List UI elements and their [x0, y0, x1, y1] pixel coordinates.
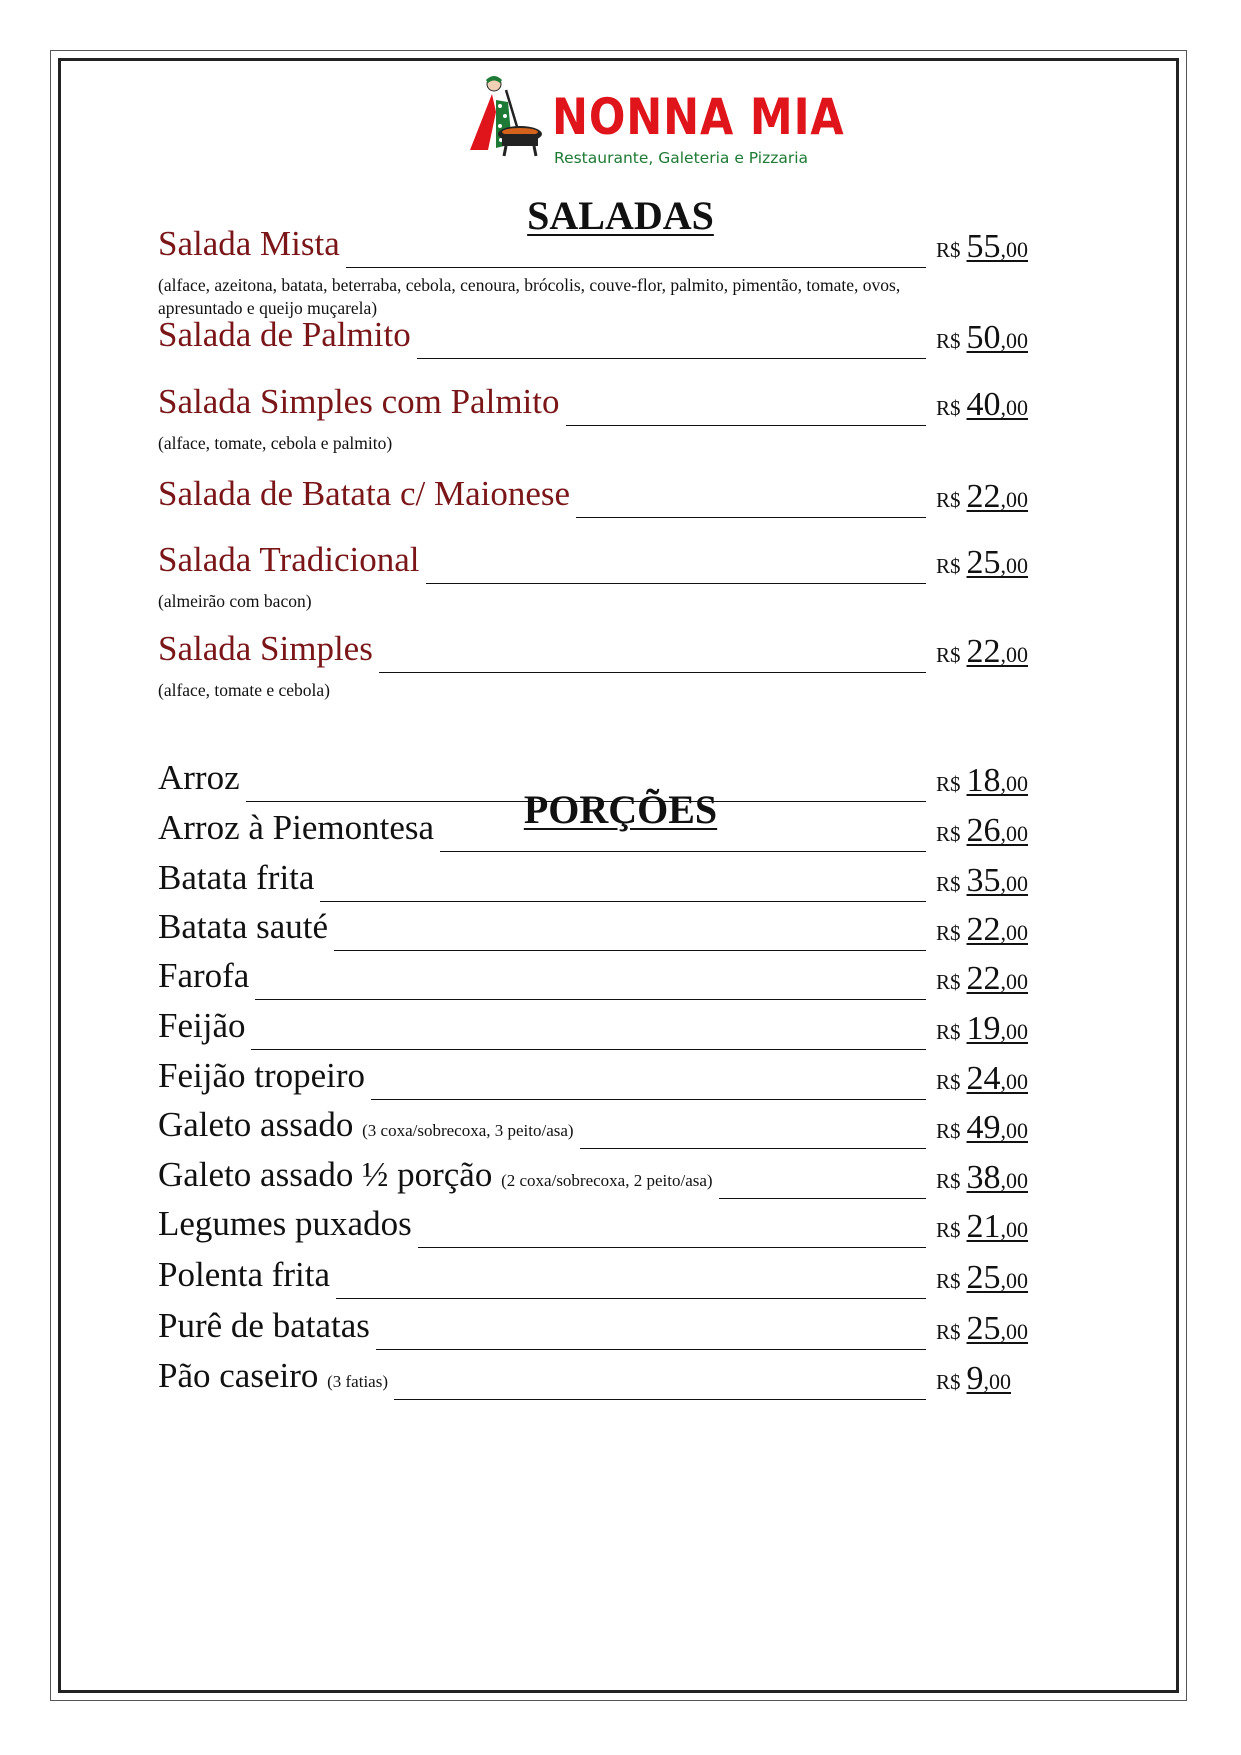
price-integer: 22 [966, 478, 1001, 515]
portion-item [158, 1306, 1048, 1352]
price-cents: ,00 [1000, 771, 1029, 796]
dotted-leader [719, 1198, 926, 1199]
item-price [936, 812, 1028, 850]
price-integer: 22 [966, 960, 1001, 997]
price-value [966, 1208, 1029, 1245]
dotted-leader [394, 1399, 926, 1400]
item-price [936, 228, 1028, 266]
item-name [158, 224, 340, 264]
item-price [936, 1060, 1028, 1098]
currency-label: R$ [936, 1269, 961, 1293]
price-integer: 25 [966, 1310, 1001, 1347]
dotted-leader [566, 425, 926, 426]
currency-label: R$ [936, 488, 961, 512]
price-cents: ,00 [1000, 969, 1029, 994]
price-cents: ,00 [1000, 1118, 1029, 1143]
portion-item [158, 1155, 1048, 1201]
item-price [936, 762, 1028, 800]
dotted-leader [246, 801, 926, 802]
item-description: (almeirão com bacon) [158, 591, 312, 611]
item-price [936, 319, 1028, 357]
item-name [158, 540, 420, 580]
menu-item-row [158, 1006, 1048, 1052]
price-value [966, 386, 1029, 423]
currency-label: R$ [936, 1370, 961, 1394]
price-value [966, 762, 1029, 799]
price-integer: 49 [966, 1109, 1001, 1146]
price-value [966, 633, 1029, 670]
item-name [158, 629, 373, 669]
price-cents: ,00 [1000, 395, 1029, 420]
item-price [936, 544, 1028, 582]
salad-item [158, 540, 1048, 613]
currency-label: R$ [936, 1020, 961, 1044]
price-value [966, 862, 1029, 899]
price-integer: 50 [966, 319, 1001, 356]
price-integer: 25 [966, 1259, 1001, 1296]
price-integer: 18 [966, 762, 1001, 799]
section-title-porcoes: PORÇÕES [523, 787, 718, 832]
dotted-leader [426, 583, 926, 584]
salad-item [158, 474, 1048, 520]
dotted-leader [580, 1148, 926, 1149]
dotted-leader [379, 672, 926, 673]
item-name-text: Galeto assado ½ porção [158, 1155, 493, 1194]
price-cents: ,00 [1000, 821, 1029, 846]
item-price [936, 862, 1028, 900]
dotted-leader [371, 1099, 926, 1100]
portion-item [158, 1356, 1048, 1402]
item-price [936, 1010, 1028, 1048]
item-name-text: Feijão [158, 1006, 246, 1045]
portion-item [158, 1255, 1048, 1301]
price-cents: ,00 [1000, 1019, 1029, 1044]
item-name-text: Polenta frita [158, 1255, 331, 1294]
item-price [936, 633, 1028, 671]
item-name [158, 1006, 245, 1046]
item-name-text: Salada Mista [158, 224, 340, 263]
item-name-text: Salada Simples com Palmito [158, 382, 560, 421]
price-cents: ,00 [1000, 642, 1029, 667]
menu-item-row [158, 1056, 1048, 1102]
currency-label: R$ [936, 872, 961, 896]
menu-item-row [158, 315, 1048, 361]
price-value [966, 1360, 1012, 1397]
menu-item-row [158, 808, 1048, 854]
item-name [158, 1155, 713, 1195]
item-name-text: Salada Simples [158, 629, 373, 668]
item-price [936, 1159, 1028, 1197]
price-cents: ,00 [1000, 1069, 1029, 1094]
portion-item [158, 1056, 1048, 1102]
price-value [966, 1159, 1029, 1196]
portion-item [158, 1006, 1048, 1052]
price-value [966, 228, 1029, 265]
item-name [158, 315, 411, 355]
salad-item [158, 382, 1048, 455]
menu-item-row [158, 629, 1048, 675]
item-name [158, 1056, 365, 1096]
menu-item-row [158, 758, 1048, 804]
price-integer: 22 [966, 633, 1001, 670]
price-integer: 55 [966, 228, 1001, 265]
portion-item [158, 1105, 1048, 1151]
item-name [158, 1255, 330, 1295]
item-note: (2 coxa/sobrecoxa, 2 peito/asa) [501, 1171, 713, 1190]
dotted-leader [417, 358, 926, 359]
salad-item [158, 224, 1048, 320]
item-name [158, 382, 560, 422]
price-cents: ,00 [1000, 553, 1029, 578]
price-integer: 21 [966, 1208, 1001, 1245]
price-integer: 38 [966, 1159, 1001, 1196]
item-price [936, 1109, 1028, 1147]
brand-name: NONNA MIA [552, 88, 845, 146]
dotted-leader [346, 267, 926, 268]
price-integer: 40 [966, 386, 1001, 423]
currency-label: R$ [936, 1070, 961, 1094]
price-value [966, 319, 1029, 356]
menu-item-row [158, 224, 1048, 270]
item-name-text: Farofa [158, 956, 250, 995]
price-value [966, 478, 1029, 515]
price-cents: ,00 [1000, 1319, 1029, 1344]
currency-label: R$ [936, 1169, 961, 1193]
price-cents: ,00 [1000, 237, 1029, 262]
price-integer: 26 [966, 812, 1001, 849]
item-price [936, 478, 1028, 516]
menu-item-row [158, 1356, 1048, 1402]
item-description: (alface, tomate e cebola) [158, 680, 330, 700]
item-price [936, 911, 1028, 949]
currency-label: R$ [936, 970, 961, 994]
item-price [936, 960, 1028, 998]
portion-item [158, 858, 1048, 904]
dotted-leader [255, 999, 926, 1000]
price-value [966, 1310, 1029, 1347]
price-value [966, 1010, 1029, 1047]
item-name [158, 1356, 388, 1396]
price-value [966, 1259, 1029, 1296]
item-price [936, 1259, 1028, 1297]
price-integer: 22 [966, 911, 1001, 948]
item-note: (3 coxa/sobrecoxa, 3 peito/asa) [362, 1121, 574, 1140]
price-integer: 9 [966, 1360, 984, 1397]
portion-item [158, 1204, 1048, 1250]
portion-item [158, 956, 1048, 1002]
salad-item [158, 629, 1048, 702]
currency-label: R$ [936, 822, 961, 846]
item-name-text: Salada de Batata c/ Maionese [158, 474, 571, 513]
item-name-text: Salada Tradicional [158, 540, 420, 579]
price-cents: ,00 [1000, 871, 1029, 896]
portion-item [158, 907, 1048, 953]
dotted-leader [334, 950, 926, 951]
item-name [158, 1105, 574, 1145]
dotted-leader [440, 851, 926, 852]
item-name-text: Salada de Palmito [158, 315, 411, 354]
dotted-leader [251, 1049, 926, 1050]
menu-item-row [158, 907, 1048, 953]
price-value [966, 1109, 1029, 1146]
portion-item [158, 808, 1048, 854]
item-price [936, 1310, 1028, 1348]
section-title-saladas: SALADAS [527, 193, 714, 238]
menu-item-row [158, 858, 1048, 904]
price-cents: ,00 [1000, 328, 1029, 353]
menu-item-row [158, 474, 1048, 520]
currency-label: R$ [936, 1320, 961, 1344]
item-name-text: Arroz [158, 758, 240, 797]
price-value [966, 911, 1029, 948]
currency-label: R$ [936, 1119, 961, 1143]
item-name [158, 1204, 412, 1244]
price-value [966, 812, 1029, 849]
item-name-text: Pão caseiro [158, 1356, 319, 1395]
menu-item-row [158, 382, 1048, 428]
currency-label: R$ [936, 643, 961, 667]
item-name-text: Arroz à Piemontesa [158, 808, 435, 847]
currency-label: R$ [936, 329, 961, 353]
dotted-leader [418, 1247, 926, 1248]
price-value [966, 544, 1029, 581]
menu-item-row [158, 1255, 1048, 1301]
menu-item-row [158, 540, 1048, 586]
cook-illustration-icon [452, 72, 552, 172]
currency-label: R$ [936, 238, 961, 262]
currency-label: R$ [936, 1218, 961, 1242]
dotted-leader [576, 517, 926, 518]
menu-item-row [158, 1105, 1048, 1151]
item-name-text: Galeto assado [158, 1105, 354, 1144]
salad-item [158, 315, 1048, 361]
price-value [966, 1060, 1029, 1097]
currency-label: R$ [936, 396, 961, 420]
price-integer: 35 [966, 862, 1001, 899]
item-price [936, 1208, 1028, 1246]
item-note: (3 fatias) [327, 1372, 388, 1391]
item-price [936, 386, 1028, 424]
price-cents: ,00 [1000, 1168, 1029, 1193]
menu-item-row [158, 1204, 1048, 1250]
item-name-text: Feijão tropeiro [158, 1056, 366, 1095]
menu-item-row [158, 1155, 1048, 1201]
item-name [158, 907, 328, 947]
item-name-text: Batata frita [158, 858, 315, 897]
currency-label: R$ [936, 554, 961, 578]
item-name-text: Legumes puxados [158, 1204, 412, 1243]
item-name [158, 758, 240, 798]
item-name [158, 808, 434, 848]
item-name-text: Purê de batatas [158, 1306, 370, 1345]
item-name [158, 858, 314, 898]
item-name [158, 956, 249, 996]
item-price [936, 1360, 1011, 1398]
item-description: (alface, azeitona, batata, beterraba, cebola, cenoura, brócolis, couve-flor, palmito, pimentão, tomate, ovos, apresuntado e queijo muçarela) [158, 275, 901, 318]
price-integer: 24 [966, 1060, 1001, 1097]
price-integer: 19 [966, 1010, 1001, 1047]
currency-label: R$ [936, 921, 961, 945]
item-name [158, 474, 570, 514]
menu-item-row [158, 956, 1048, 1002]
price-cents: ,00 [983, 1369, 1012, 1394]
dotted-leader [336, 1298, 926, 1299]
price-value [966, 960, 1029, 997]
currency-label: R$ [936, 772, 961, 796]
dotted-leader [320, 901, 926, 902]
restaurant-logo [452, 72, 845, 172]
price-cents: ,00 [1000, 1217, 1029, 1242]
price-cents: ,00 [1000, 920, 1029, 945]
menu-item-row [158, 1306, 1048, 1352]
dotted-leader [376, 1349, 926, 1350]
item-description: (alface, tomate, cebola e palmito) [158, 433, 393, 453]
price-cents: ,00 [1000, 1268, 1029, 1293]
item-name [158, 1306, 370, 1346]
brand-tagline: Restaurante, Galeteria e Pizzaria [554, 149, 809, 167]
price-cents: ,00 [1000, 487, 1029, 512]
price-integer: 25 [966, 544, 1001, 581]
item-name-text: Batata sauté [158, 907, 329, 946]
portion-item [158, 758, 1048, 804]
